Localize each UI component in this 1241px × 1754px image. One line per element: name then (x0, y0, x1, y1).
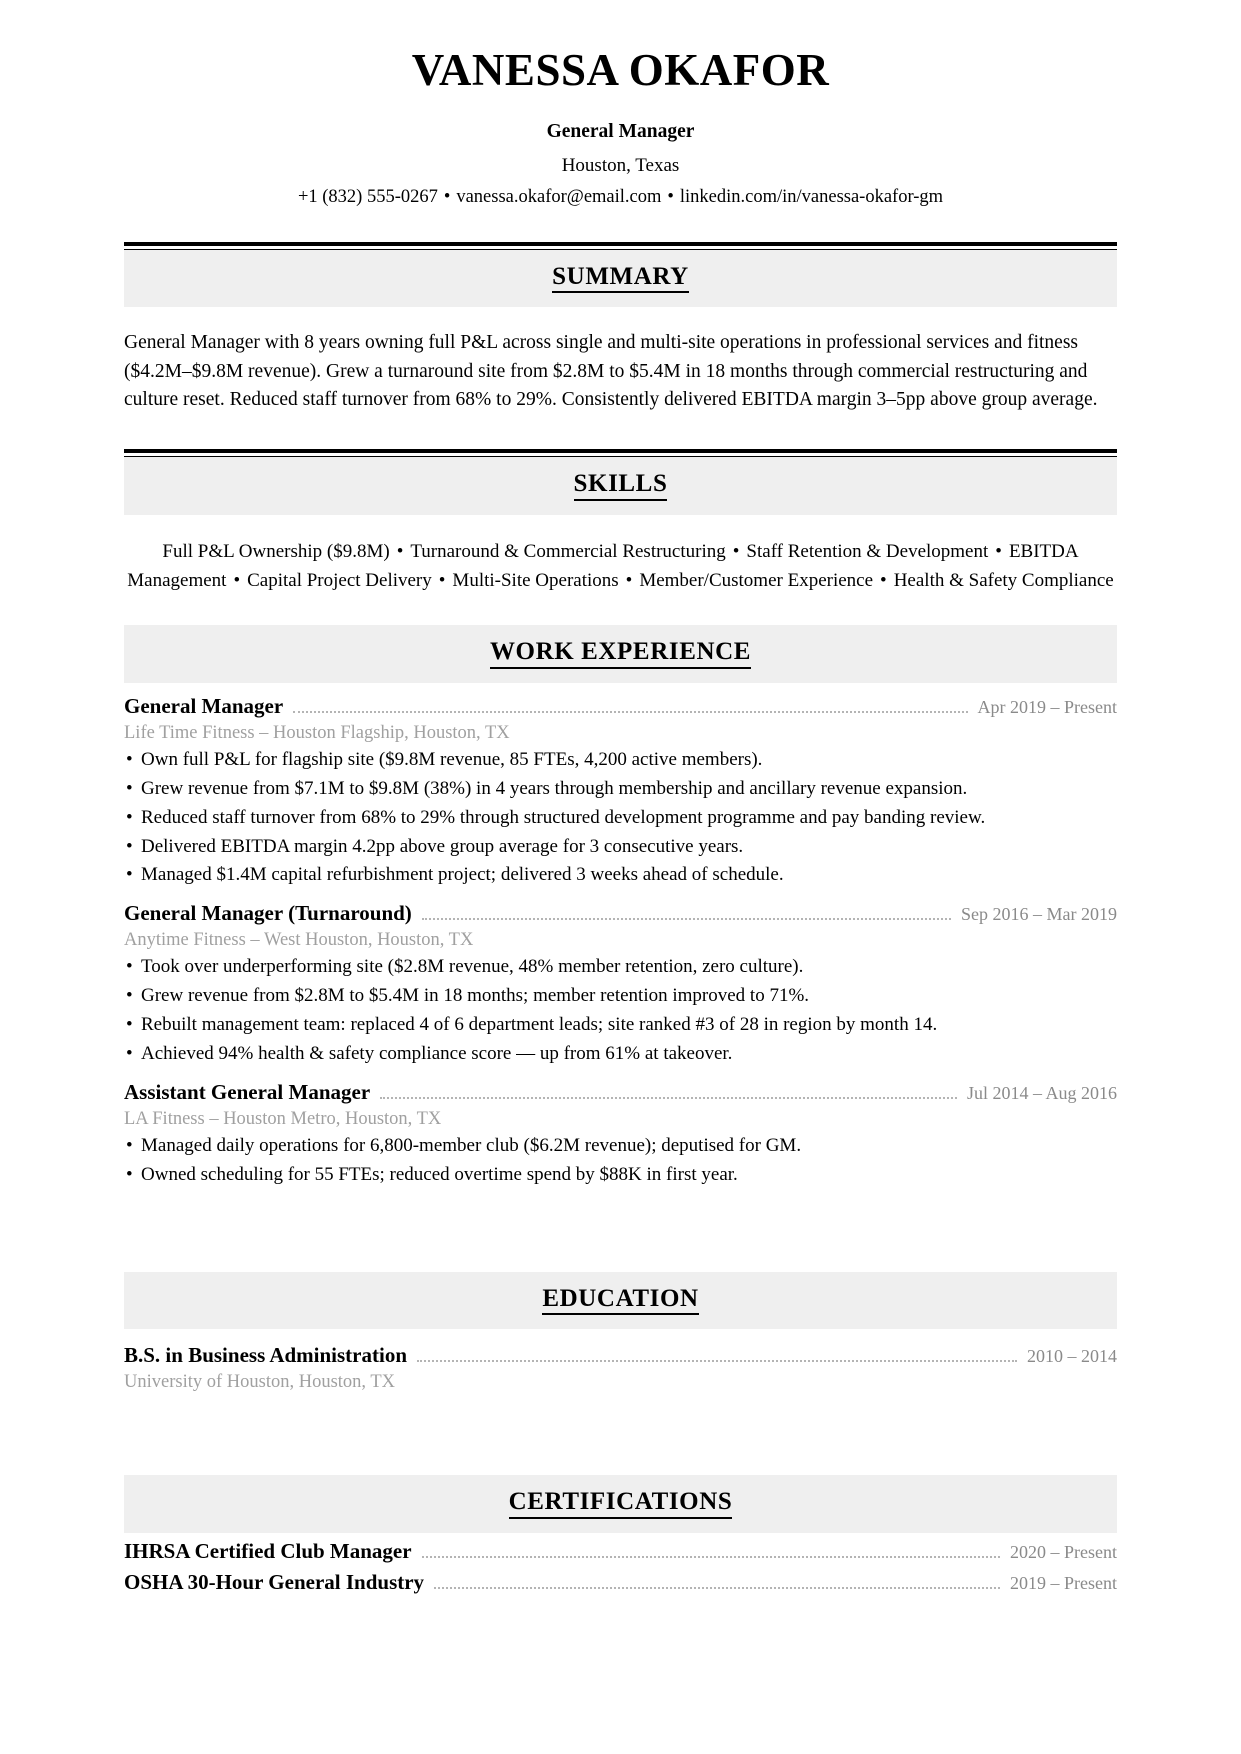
skill-item: Health & Safety Compliance (893, 570, 1114, 591)
entry-bullet: • Owned scheduling for 55 FTEs; reduced overtime spend by $88K in first year. (124, 1161, 1117, 1190)
work-education-spacer (124, 1190, 1117, 1242)
certification-date: 2020 – Present (1010, 1541, 1117, 1562)
resume-content (124, 0, 1117, 1595)
section-title-education: EDUCATION (542, 1285, 698, 1316)
certification-title: IHRSA Certified Club Manager (124, 1538, 412, 1563)
skill-item: EBITDA Management (127, 540, 1079, 591)
section-title-summary: SUMMARY (552, 263, 689, 294)
education-certifications-spacer (124, 1393, 1117, 1445)
contact-linkedin[interactable]: linkedin.com/in/vanessa-okafor-gm (679, 186, 944, 207)
job-organization: Life Time Fitness – Houston Flagship, Houston, TX (124, 722, 510, 743)
dotted-leader (422, 1555, 1000, 1558)
skills-separator: • (438, 570, 446, 591)
entry-bullet-list (124, 1132, 1117, 1190)
skills-separator: • (732, 540, 740, 562)
certification-title: OSHA 30-Hour General Industry (124, 1569, 425, 1594)
job-date: Jul 2014 – Aug 2016 (966, 1082, 1117, 1103)
candidate-location: Houston, Texas (561, 154, 680, 176)
summary-text: General Manager with 8 years owning full P&L across single and multi-site operations in professional services and fitness ($4.2M–$9.8M revenue). Grew a turnaround site from $2.8M to $5.4M in 18 months through commercial restructuring and culture reset. Reduced staff turnover from 68% to 29%. Consistently delivered EBITDA margin 3–5pp above group average. (124, 332, 1098, 411)
entry-bullet: • Took over underperforming site ($2.8M revenue, 48% member retention, zero culture). (124, 953, 1117, 982)
certification-entry (124, 1539, 1117, 1564)
skill-item: Staff Retention & Development (746, 540, 989, 562)
entry-header-row (124, 1343, 1117, 1368)
certifications-list (124, 1539, 1117, 1595)
contact-line (124, 187, 1117, 208)
skills-separator: • (233, 570, 241, 591)
entry-bullet: • Rebuilt management team: replaced 4 of 6 department leads; site ranked #3 of 28 in region by month 14. (124, 1011, 1117, 1040)
entry-bullet-list (124, 953, 1117, 1069)
section-title-work-experience: WORK EXPERIENCE (490, 638, 751, 669)
degree-title: B.S. in Business Administration (124, 1343, 408, 1368)
job-organization: Anytime Fitness – West Houston, Houston, TX (124, 930, 474, 951)
skills-separator: • (396, 540, 404, 562)
entry-bullet: • Grew revenue from $2.8M to $5.4M in 18 months; member retention improved to 71%. (124, 982, 1117, 1011)
divider-thick-rule (124, 449, 1117, 453)
entry-bullet: • Managed daily operations for 6,800-member club ($6.2M revenue); deputised for GM. (124, 1132, 1117, 1161)
school-name: University of Houston, Houston, TX (124, 1372, 395, 1393)
job-title: Assistant General Manager (124, 1079, 371, 1104)
work-entry (124, 694, 1117, 890)
skills-separator: • (625, 570, 633, 591)
certification-entry (124, 1570, 1117, 1595)
skills-divider (124, 449, 1117, 457)
entry-header-row (124, 1080, 1117, 1105)
education-list (124, 1343, 1117, 1393)
contact-email[interactable]: vanessa.okafor@email.com (456, 186, 662, 207)
skill-item: Full P&L Ownership ($9.8M) (162, 540, 390, 562)
work-entry (124, 901, 1117, 1069)
entry-bullet: • Reduced staff turnover from 68% to 29% through structured development programme and pay banding review. (124, 804, 1117, 833)
skill-item: Turnaround & Commercial Restructuring (410, 540, 726, 562)
section-header-education (124, 1272, 1117, 1330)
dotted-leader (422, 917, 951, 920)
dotted-leader (434, 1586, 1000, 1589)
job-title: General Manager (Turnaround) (124, 901, 412, 926)
job-date: Sep 2016 – Mar 2019 (961, 904, 1117, 925)
job-title: General Manager (124, 693, 284, 718)
skill-item: Member/Customer Experience (639, 570, 874, 591)
certification-date: 2019 – Present (1010, 1572, 1117, 1593)
entry-header-row (124, 694, 1117, 719)
work-entry (124, 1080, 1117, 1190)
education-entry (124, 1343, 1117, 1393)
entry-bullet: • Grew revenue from $7.1M to $9.8M (38%) in 4 years through membership and ancillary revenue expansion. (124, 775, 1117, 804)
section-header-certifications (124, 1475, 1117, 1533)
dotted-leader (417, 1359, 1017, 1362)
section-title-certifications: CERTIFICATIONS (509, 1488, 733, 1519)
summary-divider (124, 242, 1117, 250)
candidate-name: VANESSA OKAFOR (411, 45, 830, 95)
candidate-role: General Manager (546, 120, 695, 142)
skills-list (124, 537, 1117, 596)
contact-separator-1: • (443, 186, 451, 207)
entry-header-row (124, 1539, 1117, 1564)
skill-item: Multi-Site Operations (452, 570, 619, 591)
skill-item: Capital Project Delivery (247, 570, 432, 591)
dotted-leader (293, 710, 967, 713)
dotted-leader (380, 1096, 957, 1099)
section-title-skills: SKILLS (574, 470, 668, 501)
contact-separator-2: • (667, 186, 674, 207)
section-header-summary (124, 250, 1117, 308)
section-header-skills (124, 457, 1117, 515)
work-experience-list (124, 694, 1117, 1190)
section-header-work-experience (124, 625, 1117, 683)
entry-bullet: • Own full P&L for flagship site ($9.8M revenue, 85 FTEs, 4,200 active members). (124, 746, 1117, 775)
entry-bullet: • Achieved 94% health & safety compliance score — up from 61% at takeover. (124, 1040, 1117, 1069)
entry-bullet: • Delivered EBITDA margin 4.2pp above group average for 3 consecutive years. (124, 833, 1117, 862)
job-organization: LA Fitness – Houston Metro, Houston, TX (124, 1108, 442, 1129)
skills-separator: • (880, 570, 887, 591)
education-date: 2010 – 2014 (1027, 1346, 1117, 1367)
entry-bullet: • Managed $1.4M capital refurbishment project; delivered 3 weeks ahead of schedule. (124, 861, 1117, 890)
entry-bullet-list (124, 746, 1117, 890)
contact-phone: +1 (832) 555-0267 (297, 186, 438, 207)
skills-separator: • (995, 540, 1002, 562)
entry-header-row (124, 901, 1117, 926)
job-date: Apr 2019 – Present (977, 696, 1117, 717)
entry-header-row (124, 1570, 1117, 1595)
divider-thick-rule (124, 242, 1117, 246)
